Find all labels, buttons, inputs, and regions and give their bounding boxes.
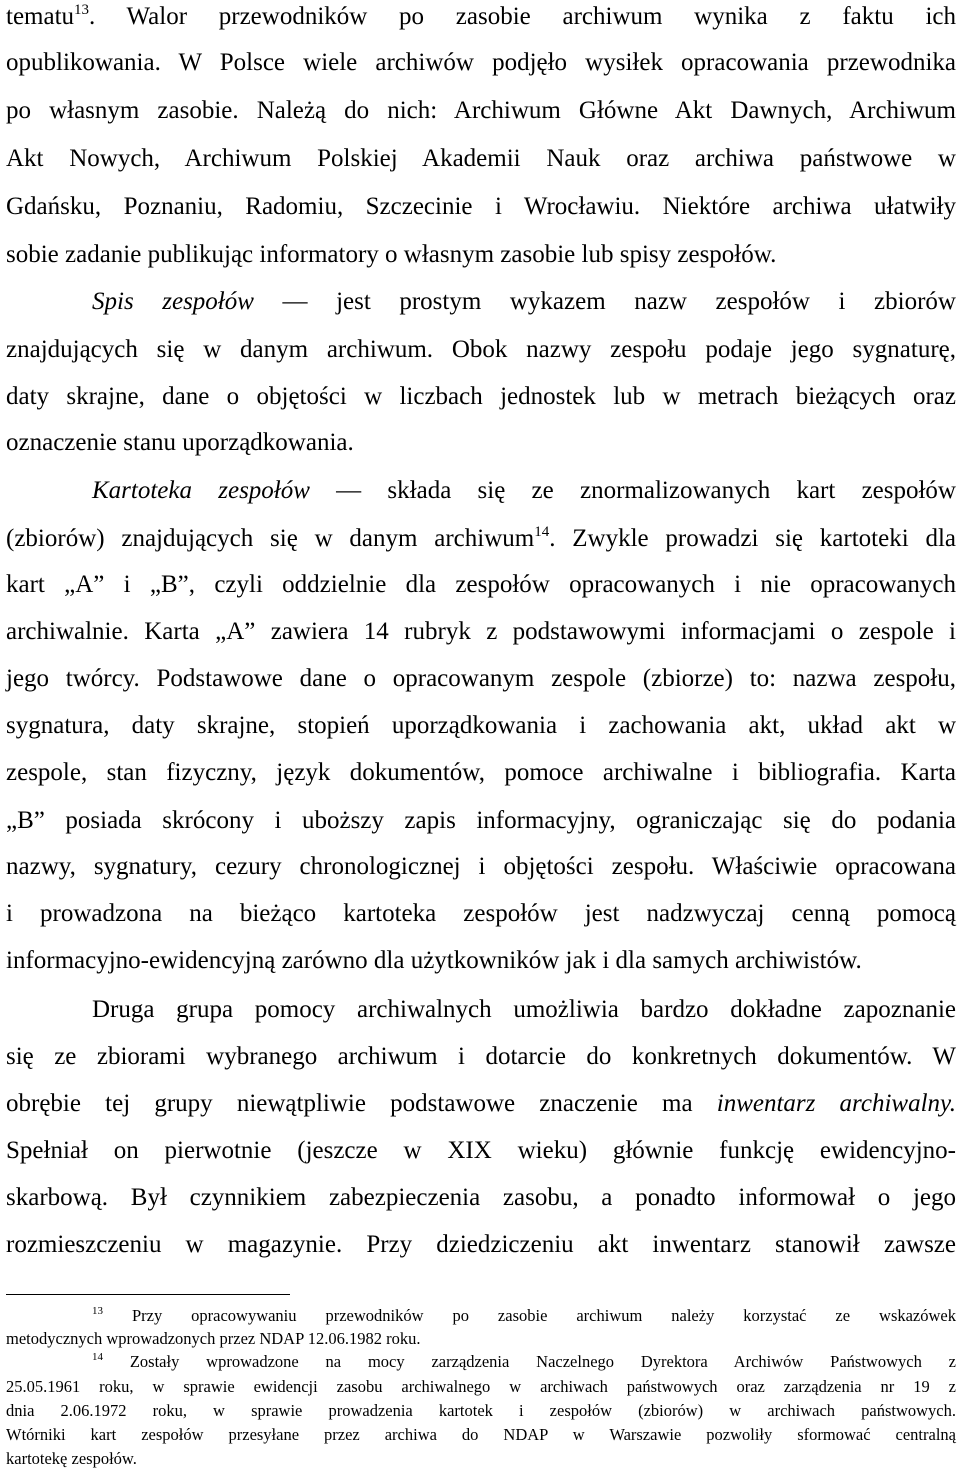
- body-line: „B” posiada skrócony i uboższy zapis informacyjny, ograniczając się do podania: [6, 807, 956, 834]
- footnote-14-line: kartotekę zespołów.: [6, 1449, 137, 1468]
- text-run: Zostały wprowadzone na mocy zarządzenia Naczelnego Dyrektora Archiwów Państwowych z: [103, 1352, 956, 1371]
- footnote-13-line: metodycznych wprowadzonych przez NDAP 12.06.1982 roku.: [6, 1329, 421, 1348]
- text-run: . Zwykle prowadzi się kartoteki dla: [549, 525, 956, 552]
- body-line: i prowadzona na bieżąco kartoteka zespołów jest nadzwyczaj cenną pomocą: [6, 900, 956, 927]
- body-line: Spełniał on pierwotnie (jeszcze w XIX wieku) głównie funkcję ewidencyjno-: [6, 1137, 956, 1164]
- text-run: obrębie tej grupy niewątpliwie podstawowe znaczenie ma: [6, 1090, 717, 1117]
- body-line: [92, 287, 956, 317]
- footnote-14-line: dnia 2.06.1972 roku, w sprawie prowadzenia kartotek i zespołów (zbiorów) w archiwach państwowych.: [6, 1401, 956, 1420]
- body-line: [6, 1089, 956, 1119]
- term-kartoteka-zespolow: Kartoteka zespołów: [92, 477, 310, 504]
- text-run: . Walor przewodników po zasobie archiwum wynika z faktu ich: [89, 3, 956, 30]
- body-line: archiwalnie. Karta „A” zawiera 14 rubryk z podstawowymi informacjami o zespole i: [6, 618, 956, 645]
- body-line: jego twórcy. Podstawowe dane o opracowanym zespole (zbiorze) to: nazwa zespołu,: [6, 665, 956, 692]
- footnote-14-line: [92, 1352, 956, 1372]
- body-line: znajdujących się w danym archiwum. Obok nazwy zespołu podaje jego sygnaturę,: [6, 336, 956, 363]
- footnote-ref-13: 13: [74, 2, 90, 18]
- body-line: opublikowania. W Polsce wiele archiwów podjęło wysiłek opracowania przewodnika: [6, 49, 956, 76]
- body-line: Gdańsku, Poznaniu, Radomiu, Szczecinie i Wrocławiu. Niektóre archiwa ułatwiły: [6, 193, 956, 220]
- footnote-number: 13: [92, 1305, 103, 1317]
- body-line: rozmieszczeniu w magazynie. Przy dziedziczeniu akt inwentarz stanowił zawsze: [6, 1231, 956, 1258]
- body-line: [6, 2, 956, 32]
- term-spis-zespolow: Spis zespołów: [92, 288, 254, 315]
- body-line: sobie zadanie publikując informatory o własnym zasobie lub spisy zespołów.: [6, 241, 777, 268]
- term-inwentarz-archiwalny: inwentarz archiwalny.: [716, 1090, 956, 1117]
- body-line: sygnatura, daty skrajne, stopień uporządkowania i zachowania akt, układ akt w: [6, 712, 956, 739]
- text-run: tematu: [6, 3, 75, 30]
- footnote-ref-14: 14: [534, 524, 550, 540]
- footnote-number: 14: [92, 1351, 103, 1363]
- text-run: (zbiorów) znajdujących się w danym archiwum: [6, 525, 535, 552]
- body-line: [92, 476, 956, 506]
- body-line: [6, 524, 956, 554]
- body-line: kart „A” i „B”, czyli oddzielnie dla zespołów opracowanych i nie opracowanych: [6, 571, 956, 598]
- body-line: zespole, stan fizyczny, język dokumentów, pomoce archiwalne i bibliografia. Karta: [6, 759, 956, 786]
- body-line: nazwy, sygnatury, cezury chronologicznej i objętości zespołu. Właściwie opracowana: [6, 853, 956, 880]
- footnote-14-line: 25.05.1961 roku, w sprawie ewidencji zasobu archiwalnego w archiwach państwowych oraz zarządzenia nr 19 z: [6, 1377, 956, 1396]
- footnote-separator: [6, 1294, 290, 1295]
- body-line: się ze zbiorami wybranego archiwum i dotarcie do konkretnych dokumentów. W: [6, 1043, 956, 1070]
- body-line: po własnym zasobie. Należą do nich: Archiwum Główne Akt Dawnych, Archiwum: [6, 97, 956, 124]
- footnote-13-line: [92, 1306, 956, 1326]
- footnote-14-line: Wtórniki kart zespołów przesyłane przez archiwa do NDAP w Warszawie pozwoliły sformować centralną: [6, 1425, 956, 1444]
- body-line: informacyjno-ewidencyjną zarówno dla użytkowników jak i dla samych archiwistów.: [6, 947, 862, 974]
- body-line: Druga grupa pomocy archiwalnych umożliwia bardzo dokładne zapoznanie: [92, 996, 956, 1023]
- body-line: oznaczenie stanu uporządkowania.: [6, 429, 354, 456]
- text-run: Przy opracowywaniu przewodników po zasobie archiwum należy korzystać ze wskazówek: [103, 1306, 956, 1325]
- body-line: daty skrajne, dane o objętości w liczbach jednostek lub w metrach bieżących oraz: [6, 383, 956, 410]
- body-line: skarbową. Był czynnikiem zabezpieczenia zasobu, a ponadto informował o jego: [6, 1184, 956, 1211]
- body-line: Akt Nowych, Archiwum Polskiej Akademii Nauk oraz archiwa państwowe w: [6, 145, 956, 172]
- text-run: — jest prostym wykazem nazw zespołów i zbiorów: [253, 288, 956, 315]
- text-run: — składa się ze znormalizowanych kart zespołów: [309, 477, 956, 504]
